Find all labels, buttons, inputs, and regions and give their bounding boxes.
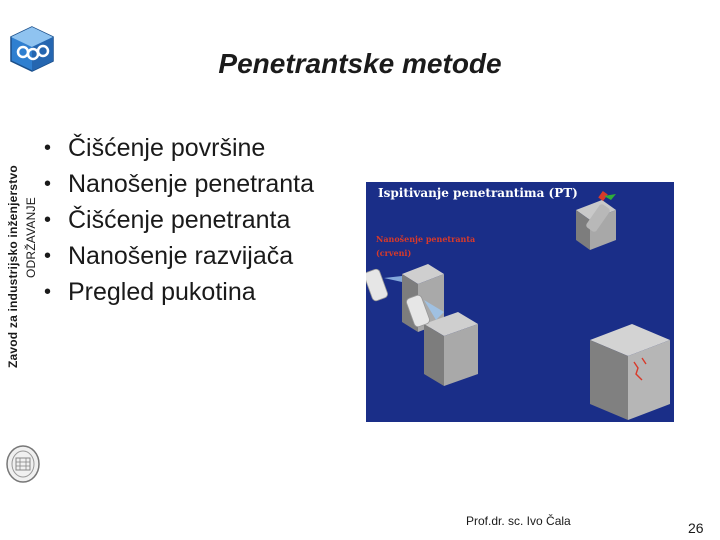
penetrant-testing-figure bbox=[366, 182, 674, 422]
university-seal-icon bbox=[5, 444, 41, 484]
bullet-glyph: • bbox=[44, 280, 52, 303]
footer-author: Prof.dr. sc. Ivo Čala bbox=[466, 514, 571, 528]
bullet-item bbox=[44, 202, 314, 238]
institute-logo-icon bbox=[7, 24, 57, 74]
organization-label: Zavod za industrijsko inženjerstvo bbox=[6, 165, 20, 368]
bullet-glyph: • bbox=[44, 172, 52, 195]
bullet-text: Nanošenje razvijača bbox=[68, 241, 294, 270]
page-number: 26 bbox=[688, 520, 704, 536]
bullet-glyph: • bbox=[44, 244, 52, 267]
bullet-glyph: • bbox=[44, 136, 52, 159]
bullet-text: Nanošenje penetranta bbox=[68, 169, 315, 198]
bullet-list bbox=[44, 130, 314, 310]
bullet-text: Čišćenje površine bbox=[68, 133, 266, 162]
department-label: ODRŽAVANJE bbox=[24, 197, 38, 278]
figure-subtitle: Nanošenje penetranta (crveni) bbox=[376, 234, 476, 258]
bullet-item bbox=[44, 130, 314, 166]
bullet-item bbox=[44, 238, 314, 274]
bullet-text: Pregled pukotina bbox=[68, 277, 256, 306]
bullet-item bbox=[44, 274, 314, 310]
sidebar-labels bbox=[2, 120, 48, 370]
figure-illustration bbox=[366, 182, 674, 422]
slide-title: Penetrantske metode bbox=[218, 48, 502, 79]
bullet-text: Čišćenje penetranta bbox=[68, 205, 291, 234]
figure-title: Ispitivanje penetrantima (PT) bbox=[378, 186, 578, 200]
bullet-item bbox=[44, 166, 314, 202]
bullet-glyph: • bbox=[44, 208, 52, 231]
spray-can-icon bbox=[366, 268, 402, 302]
